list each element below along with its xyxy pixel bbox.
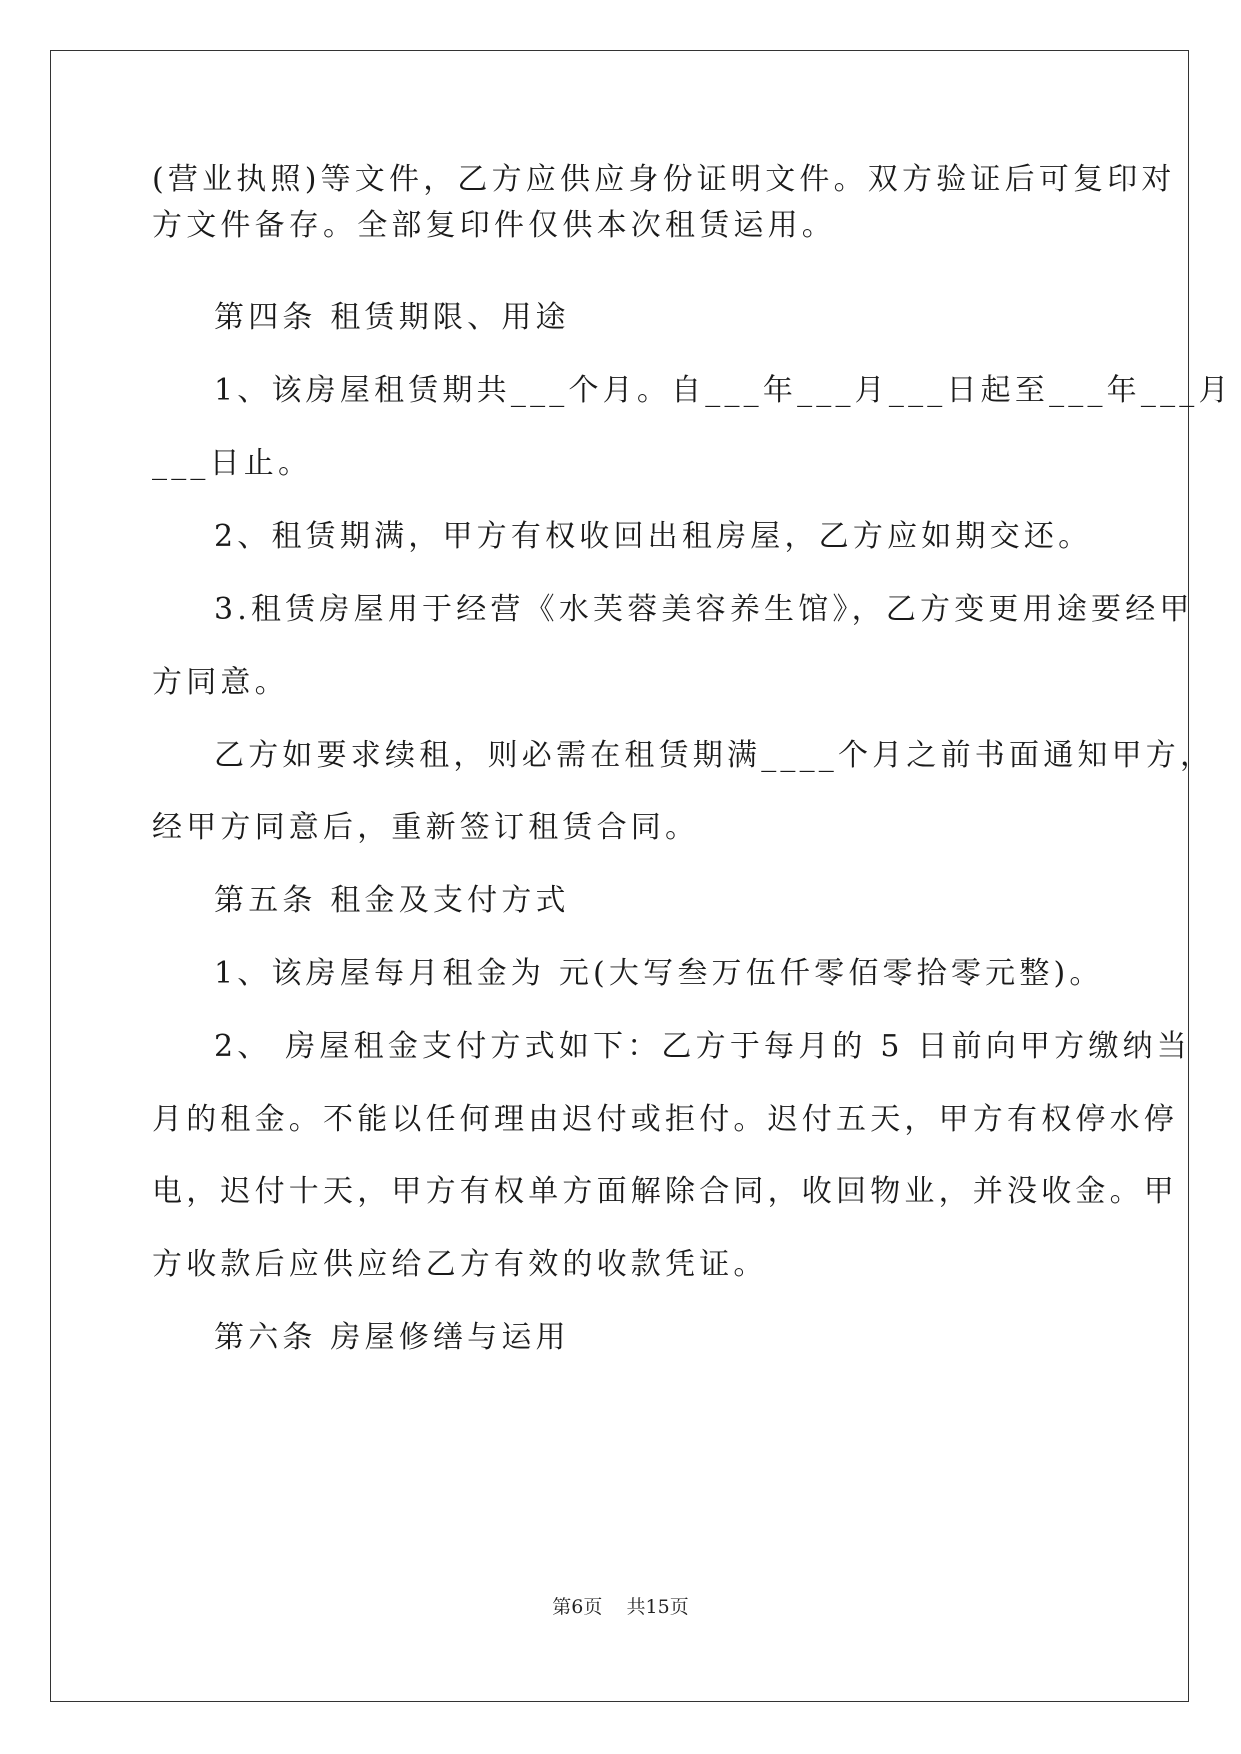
text-line: 乙方如要求续租，则必需在租赁期满____个月之前书面通知甲方， [214, 738, 1215, 773]
text-line: 1、该房屋租赁期共___个月。自___年___月___日起至___年___月 [214, 373, 1233, 408]
section-heading: 第六条 房屋修缮与运用 [214, 1320, 570, 1355]
text-line: 1、该房屋每月租金为 元(大写叁万伍仟零佰零拾零元整)。 [214, 956, 1104, 991]
text-line: 2、租赁期满，甲方有权收回出租房屋，乙方应如期交还。 [214, 519, 1093, 554]
text-line: ___日止。 [152, 446, 313, 481]
text-line: 电，迟付十天，甲方有权单方面解除合同，收回物业，并没收金。甲 [152, 1174, 1178, 1209]
text-line: 经甲方同意后，重新签订租赁合同。 [152, 810, 700, 845]
text-line: 方同意。 [152, 665, 289, 700]
page-number: 第6页 [552, 1596, 603, 1618]
text-line: 2、 房屋租金支付方式如下：乙方于每月的 5 日前向甲方缴纳当 [214, 1029, 1191, 1064]
page-total: 共15页 [626, 1596, 689, 1618]
text-line: 方收款后应供应给乙方有效的收款凭证。 [152, 1247, 768, 1282]
section-heading: 第四条 租赁期限、用途 [214, 300, 570, 335]
page-footer [0, 1595, 1241, 1619]
section-heading: 第五条 租金及支付方式 [214, 883, 570, 918]
text-line: (营业执照)等文件，乙方应供应身份证明文件。双方验证后可复印对 [152, 162, 1176, 197]
text-line: 方文件备存。全部复印件仅供本次租赁运用。 [152, 208, 836, 243]
text-line: 3.租赁房屋用于经营《水芙蓉美容养生馆》，乙方变更用途要经甲 [214, 592, 1194, 627]
text-line: 月的租金。不能以任何理由迟付或拒付。迟付五天，甲方有权停水停 [152, 1102, 1178, 1137]
